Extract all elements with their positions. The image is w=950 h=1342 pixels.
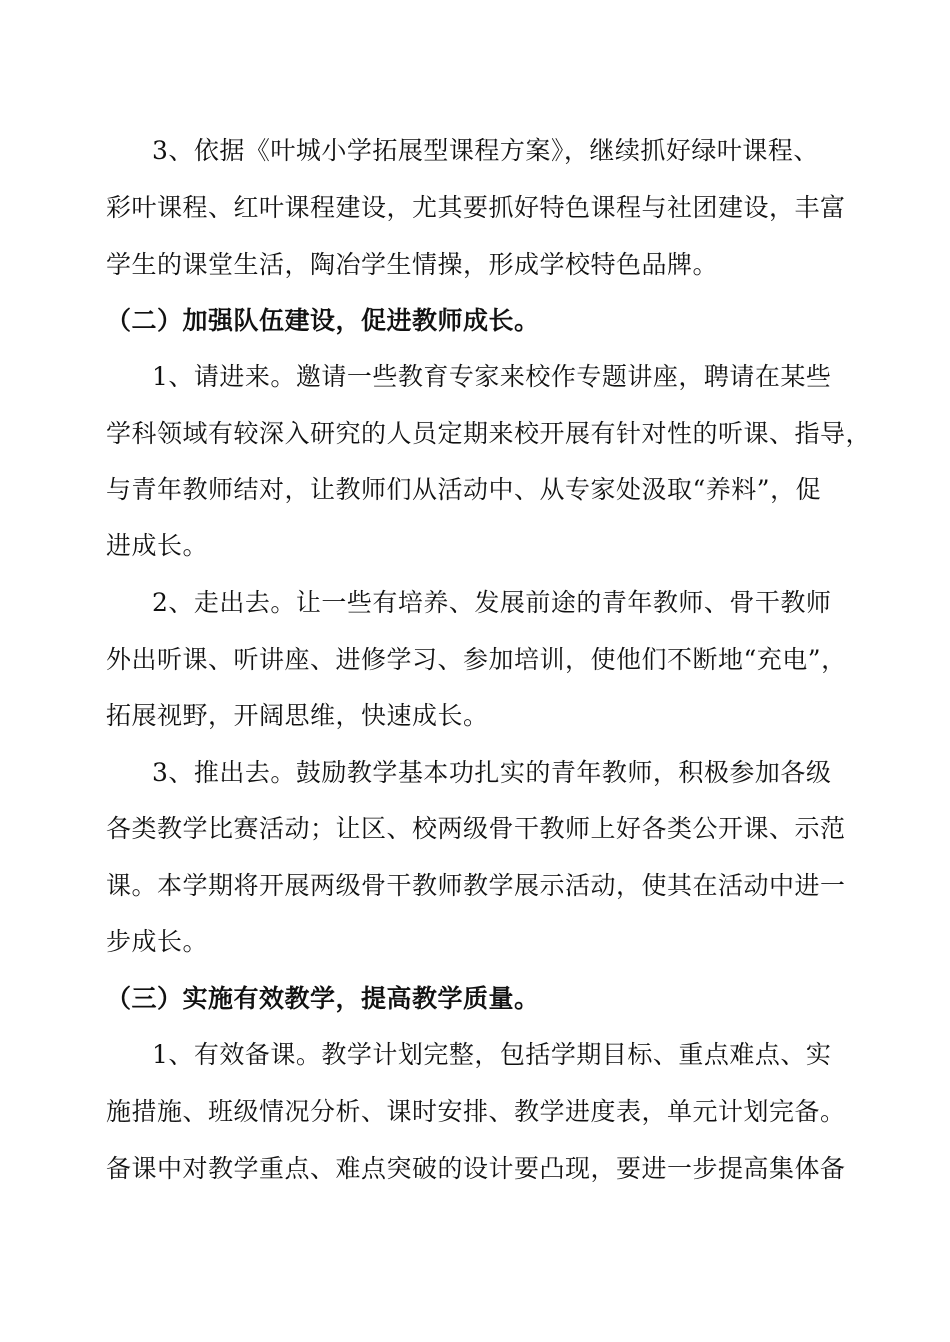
paragraph-3-line-1: 2、走出去。让一些有培养、发展前途的青年教师、骨干教师 (152, 588, 832, 617)
paragraph-3-line-3: 拓展视野，开阔思维，快速成长。 (106, 701, 489, 730)
paragraph-5-line-3: 备课中对教学重点、难点突破的设计要凸现，要进一步提高集体备 (106, 1154, 846, 1183)
paragraph-3-line-2: 外出听课、听讲座、进修学习、参加培训，使他们不断地“充电”， (106, 645, 847, 674)
paragraph-1-line-1: 3、依据《叶城小学拓展型课程方案》，继续抓好绿叶课程、 (152, 136, 819, 165)
section-heading-2: （二）加强队伍建设，促进教师成长。 (106, 306, 540, 335)
paragraph-5-line-1: 1、有效备课。教学计划完整，包括学期目标、重点难点、实 (152, 1040, 832, 1069)
paragraph-1-line-2: 彩叶课程、红叶课程建设，尤其要抓好特色课程与社团建设，丰富 (106, 193, 846, 222)
paragraph-2-line-3: 与青年教师结对，让教师们从活动中、从专家处汲取“养料”，促 (106, 475, 822, 504)
paragraph-2-line-2: 学科领域有较深入研究的人员定期来校开展有针对性的听课、指导， (106, 419, 872, 448)
section-heading-3: （三）实施有效教学，提高教学质量。 (106, 984, 540, 1013)
paragraph-4-line-3: 课。本学期将开展两级骨干教师教学展示活动，使其在活动中进一 (106, 871, 846, 900)
paragraph-4-line-4: 步成长。 (106, 927, 209, 956)
paragraph-1-line-3: 学生的课堂生活，陶冶学生情操，形成学校特色品牌。 (106, 250, 719, 279)
paragraph-4-line-2: 各类教学比赛活动；让区、校两级骨干教师上好各类公开课、示范 (106, 814, 846, 843)
paragraph-2-line-4: 进成长。 (106, 531, 209, 560)
paragraph-4-line-1: 3、推出去。鼓励教学基本功扎实的青年教师，积极参加各级 (152, 758, 832, 787)
paragraph-2-line-1: 1、请进来。邀请一些教育专家来校作专题讲座，聘请在某些 (152, 362, 832, 391)
paragraph-5-line-2: 施措施、班级情况分析、课时安排、教学进度表，单元计划完备。 (106, 1097, 846, 1126)
